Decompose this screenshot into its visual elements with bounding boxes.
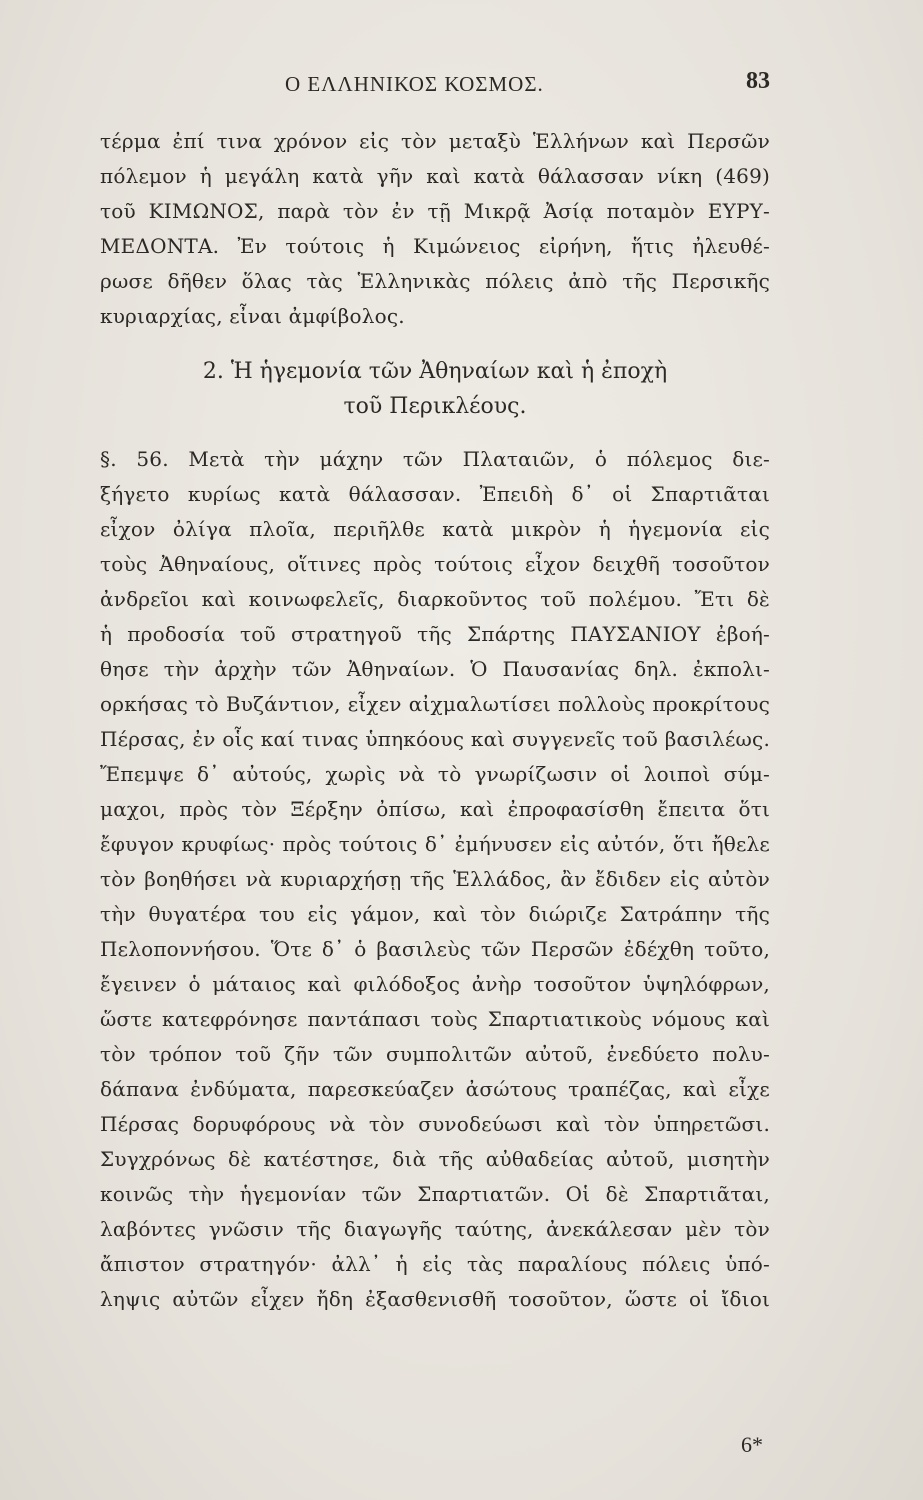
paragraph-2 [100, 442, 770, 1317]
text-line: τὸν τρόπον τοῦ ζῆν τῶν συμπολιτῶν αὐτοῦ, ἐνεδύετο πολυ- [100, 1042, 770, 1066]
section-heading [100, 354, 770, 424]
signature-mark: 6* [741, 1432, 763, 1457]
page-number: 83 [746, 68, 770, 94]
text-line: ἔγεινεν ὁ μάταιος καὶ φιλόδοξος ἀνὴρ τοσοῦτον ὑψηλόφρων, [100, 972, 770, 996]
text-line: ὥστε κατεφρόνησε παντάπασι τοὺς Σπαρτιατικοὺς νόμους καὶ [100, 1007, 770, 1031]
running-title: Ο ΕΛΛΗΝΙΚΟΣ ΚΟΣΜΟΣ. [285, 72, 544, 96]
text-line: ἀνδρεῖοι καὶ κοινωφελεῖς, διαρκοῦντος τοῦ πολέμου. Ἔτι δὲ [100, 587, 770, 611]
text-line: ορκήσας τὸ Βυζάντιον, εἶχεν αἰχμαλωτίσει πολλοὺς προκρίτους [100, 692, 770, 716]
text-line: τοὺς Ἀθηναίους, οἵτινες πρὸς τούτοις εἶχον δειχθῆ τοσοῦτον [100, 552, 770, 576]
text-line: τὴν θυγατέρα του εἰς γάμον, καὶ τὸν διώριζε Σατράπην τῆς [100, 902, 770, 926]
running-head [100, 68, 770, 102]
text-line: μαχοι, πρὸς τὸν Ξέρξην ὀπίσω, καὶ ἐπροφασίσθη ἔπειτα ὅτι [100, 797, 770, 821]
text-line: ρωσε δῆθεν ὅλας τὰς Ἑλληνικὰς πόλεις ἀπὸ τῆς Περσικῆς [100, 269, 770, 293]
text-line: τοῦ ΚΙΜΩΝΟΣ, παρὰ τὸν ἐν τῇ Μικρᾷ Ἀσίᾳ ποταμὸν ΕΥΡΥ- [100, 199, 770, 223]
body-text [100, 124, 770, 1317]
text-line: τέρμα ἐπί τινα χρόνον εἰς τὸν μεταξὺ Ἑλλήνων καὶ Περσῶν [100, 129, 770, 153]
text-line: ἄπιστον στρατηγόν· ἀλλ᾽ ἡ εἰς τὰς παραλίους πόλεις ὑπό- [100, 1252, 770, 1276]
text-line: ΜΕΔΟΝΤΑ. Ἐν τούτοις ἡ Κιμώνειος εἰρήνη, ἥτις ἠλευθέ- [100, 234, 770, 258]
text-line: κοινῶς τὴν ἡγεμονίαν τῶν Σπαρτιατῶν. Οἱ δὲ Σπαρτιᾶται, [100, 1182, 770, 1206]
text-line: εἶχον ὀλίγα πλοῖα, περιῆλθε κατὰ μικρὸν ἡ ἡγεμονία εἰς [100, 517, 770, 541]
section-heading-line-2: τοῦ Περικλέους. [343, 394, 527, 419]
text-line: θησε τὴν ἀρχὴν τῶν Ἀθηναίων. Ὁ Παυσανίας δηλ. ἐκπολι- [100, 657, 770, 681]
text-line: λαβόντες γνῶσιν τῆς διαγωγῆς ταύτης, ἀνεκάλεσαν μὲν τὸν [100, 1217, 770, 1241]
text-line: ἡ προδοσία τοῦ στρατηγοῦ τῆς Σπάρτης ΠΑΥΣΑΝΙΟΥ ἐβοή- [100, 622, 770, 646]
text-line: Συγχρόνως δὲ κατέστησε, διὰ τῆς αὐθαδείας αὐτοῦ, μισητὴν [100, 1147, 770, 1171]
text-line: ληψις αὐτῶν εἶχεν ἤδη ἐξασθενισθῆ τοσοῦτον, ὥστε οἱ ἴδιοι [100, 1287, 770, 1311]
section-heading-line-1: 2. Ἡ ἡγεμονία τῶν Ἀθηναίων καὶ ἡ ἐποχὴ [202, 359, 668, 384]
text-line: Ἔπεμψε δ᾽ αὐτούς, χωρὶς νὰ τὸ γνωρίζωσιν οἱ λοιποὶ σύμ- [100, 762, 770, 786]
text-line: ἔφυγον κρυφίως· πρὸς τούτοις δ᾽ ἐμήνυσεν εἰς αὐτόν, ὅτι ἤθελε [100, 832, 770, 856]
text-line: ξήγετο κυρίως κατὰ θάλασσαν. Ἐπειδὴ δ᾽ οἱ Σπαρτιᾶται [100, 482, 770, 506]
text-line: κυριαρχίας, εἶναι ἀμφίβολος. [100, 304, 405, 328]
text-line: Πελοποννήσου. Ὅτε δ᾽ ὁ βασιλεὺς τῶν Περσῶν ἐδέχθη τοῦτο, [100, 937, 770, 961]
text-line: Πέρσας δορυφόρους νὰ τὸν συνοδεύωσι καὶ τὸν ὑπηρετῶσι. [100, 1112, 770, 1136]
text-line: Πέρσας, ἐν οἷς καί τινας ὑπηκόους καὶ συγγενεῖς τοῦ βασιλέως. [100, 727, 770, 751]
text-line: πόλεμον ἡ μεγάλη κατὰ γῆν καὶ κατὰ θάλασσαν νίκη (469) [100, 164, 770, 188]
text-line: τὸν βοηθήσει νὰ κυριαρχήσῃ τῆς Ἑλλάδος, ἂν ἔδιδεν εἰς αὐτὸν [100, 867, 770, 891]
paragraph-1 [100, 124, 770, 334]
text-line: δάπανα ἐνδύματα, παρεσκεύαζεν ἀσώτους τραπέζας, καὶ εἶχε [100, 1077, 770, 1101]
text-line: §. 56. Μετὰ τὴν μάχην τῶν Πλαταιῶν, ὁ πόλεμος διε- [100, 447, 770, 471]
